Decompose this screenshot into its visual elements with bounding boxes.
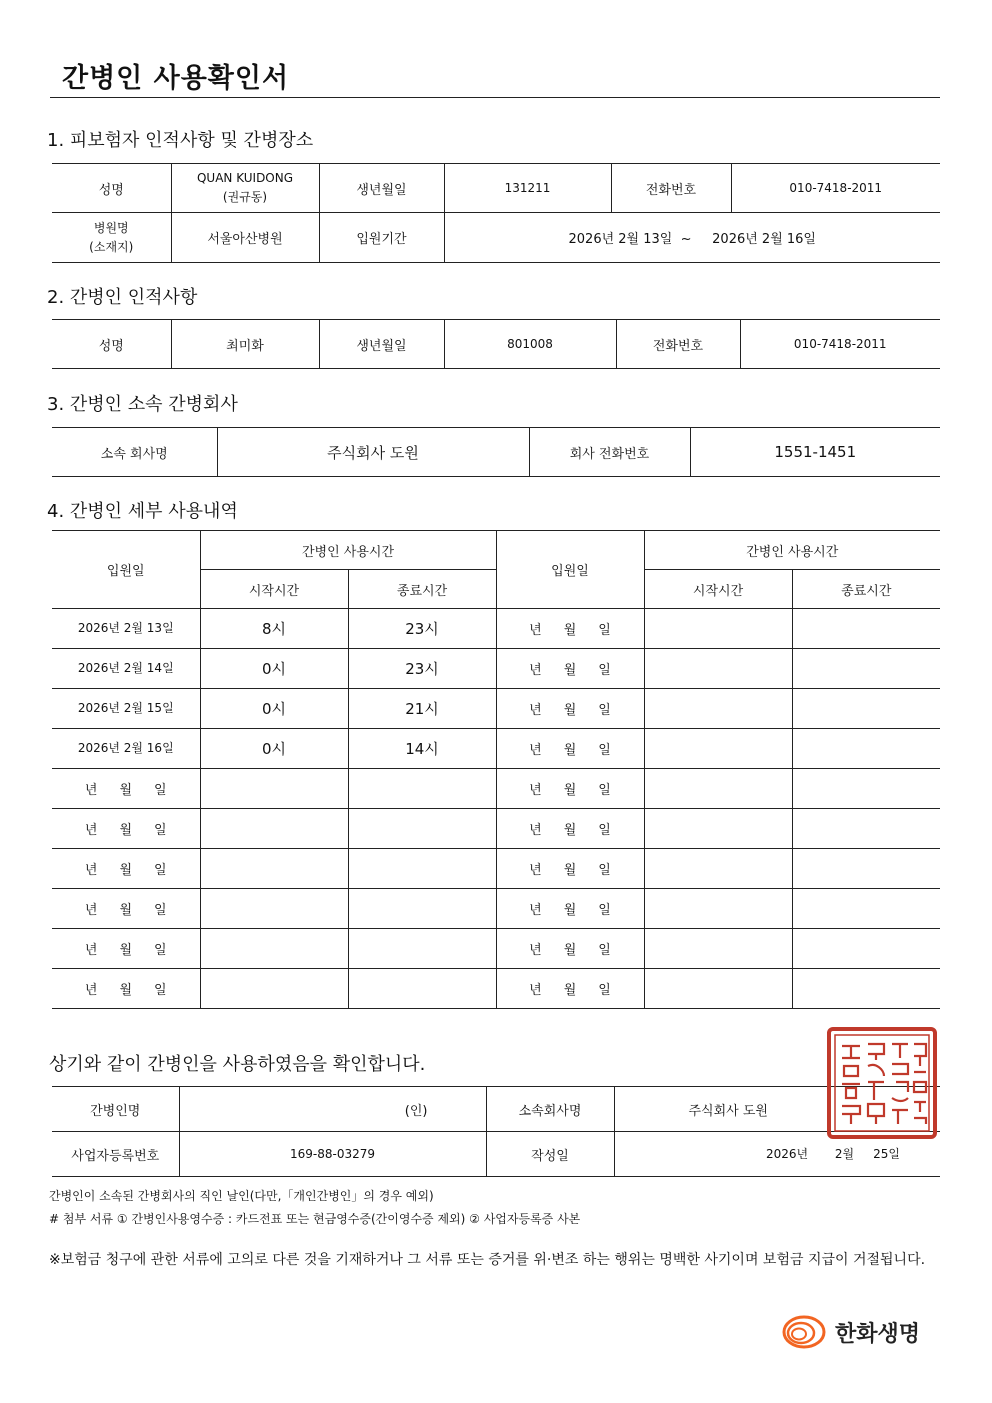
year-mark: 년 <box>529 623 542 638</box>
usage-end: 21시 <box>348 689 496 729</box>
patient-birth: 131211 <box>444 164 611 213</box>
usage-end: 23시 <box>348 609 496 649</box>
usage-start-blank <box>200 929 348 969</box>
month-mark: 월 <box>119 823 133 838</box>
registration-label: 사업자등록번호 <box>52 1132 179 1177</box>
usage-date: 2026년 2월 15일 <box>52 689 200 729</box>
usage-date-blank <box>52 849 200 889</box>
usage-row <box>52 809 940 849</box>
usage-date-right <box>496 889 644 929</box>
usage-end-right <box>792 929 940 969</box>
usage-date-right <box>496 609 644 649</box>
usage-end-right <box>792 689 940 729</box>
usage-start-right <box>644 689 792 729</box>
company-table <box>52 427 940 477</box>
month-mark: 월 <box>563 743 577 758</box>
usage-rows <box>52 609 940 1009</box>
patient-birth-label: 생년월일 <box>319 164 444 213</box>
caregiver-phone: 010-7418-2011 <box>740 320 940 369</box>
usage-start-right <box>644 729 792 769</box>
usage-row <box>52 929 940 969</box>
day-mark: 일 <box>598 703 611 718</box>
usage-table <box>52 530 940 1009</box>
usage-end-right <box>792 889 940 929</box>
date-placeholder <box>52 779 200 798</box>
usage-row <box>52 889 940 929</box>
usage-row <box>52 849 940 889</box>
usage-start-right <box>644 769 792 809</box>
caregiver-birth-label: 생년월일 <box>319 320 444 369</box>
usage-row <box>52 649 940 689</box>
usage-start-blank <box>200 889 348 929</box>
year-mark: 년 <box>529 983 542 998</box>
usage-start-right <box>644 929 792 969</box>
usage-row <box>52 969 940 1009</box>
usage-start-right <box>644 609 792 649</box>
usage-end-right <box>792 609 940 649</box>
hanwha-logo-icon <box>779 1309 829 1355</box>
patient-name-en: QUAN KUIDONG <box>196 171 294 185</box>
month-mark: 월 <box>119 903 133 918</box>
month-mark: 월 <box>119 783 133 798</box>
date-placeholder <box>497 619 644 638</box>
year-mark: 년 <box>84 783 98 798</box>
usage-start-blank <box>200 969 348 1009</box>
date-placeholder <box>497 939 644 958</box>
usage-date: 2026년 2월 16일 <box>52 729 200 769</box>
usage-date-header-2: 입원일 <box>496 531 644 609</box>
usage-end-blank <box>348 849 496 889</box>
company-phone: 1551-1451 <box>690 428 940 477</box>
date-placeholder <box>52 979 200 998</box>
section-4-heading: 4. 간병인 세부 사용내역 <box>47 501 238 522</box>
date-placeholder <box>497 739 644 758</box>
hospital-name: 서울아산병원 <box>171 213 319 263</box>
usage-end-blank <box>348 929 496 969</box>
patient-phone: 010-7418-2011 <box>731 164 940 213</box>
company-name: 주식회사 도원 <box>217 428 529 477</box>
date-placeholder <box>497 979 644 998</box>
usage-start-blank <box>200 849 348 889</box>
date-placeholder <box>52 939 200 958</box>
month-mark: 월 <box>119 863 133 878</box>
usage-date-right <box>496 689 644 729</box>
day-mark: 일 <box>598 663 611 678</box>
patient-name-label: 성명 <box>52 164 171 213</box>
date-placeholder <box>497 819 644 838</box>
year-mark: 년 <box>84 823 98 838</box>
usage-start: 0시 <box>200 729 348 769</box>
note-attachments: # 첨부 서류 ① 간병인사용영수증 : 카드전표 또는 현금영수증(간이영수증 제외) ② 사업자등록증 사본 <box>49 1212 581 1226</box>
year-mark: 년 <box>529 903 542 918</box>
patient-name <box>171 164 319 213</box>
month-mark: 월 <box>563 783 577 798</box>
usage-start-right <box>644 969 792 1009</box>
month-mark: 월 <box>563 903 577 918</box>
year-mark: 년 <box>84 983 98 998</box>
hanwha-life-logo <box>779 1309 939 1355</box>
day-mark: 일 <box>154 823 167 838</box>
month-mark: 월 <box>119 943 133 958</box>
patient-table <box>52 163 940 263</box>
usage-date-blank <box>52 969 200 1009</box>
written-date-label: 작성일 <box>486 1132 614 1177</box>
patient-name-ko: (권규동) <box>222 190 268 204</box>
day-mark: 일 <box>598 863 611 878</box>
date-placeholder <box>497 659 644 678</box>
usage-end-right <box>792 769 940 809</box>
usage-end-right <box>792 849 940 889</box>
usage-date-right <box>496 729 644 769</box>
usage-start-right <box>644 809 792 849</box>
usage-start-blank <box>200 809 348 849</box>
date-placeholder <box>497 699 644 718</box>
month-mark: 월 <box>563 823 577 838</box>
year-mark: 년 <box>84 863 98 878</box>
month-mark: 월 <box>563 943 577 958</box>
day-mark: 일 <box>154 783 167 798</box>
usage-end-right <box>792 729 940 769</box>
date-placeholder <box>497 779 644 798</box>
section-1-heading: 1. 피보험자 인적사항 및 간병장소 <box>47 130 314 151</box>
registration-number: 169-88-03279 <box>179 1132 486 1177</box>
usage-end: 14시 <box>348 729 496 769</box>
usage-date-header: 입원일 <box>52 531 200 609</box>
month-mark: 월 <box>563 983 577 998</box>
note-seal: 간병인이 소속된 간병회사의 직인 날인(다만,「개인간병인」의 경우 예외) <box>49 1189 434 1203</box>
usage-end-blank <box>348 889 496 929</box>
end-header-2: 종료시간 <box>792 570 940 609</box>
usage-date-blank <box>52 889 200 929</box>
day-mark: 일 <box>598 823 611 838</box>
date-placeholder <box>497 899 644 918</box>
logo-text: 한화생명 <box>835 1321 921 1347</box>
year-mark: 년 <box>529 943 542 958</box>
section-2-heading: 2. 간병인 인적사항 <box>47 287 198 308</box>
usage-date-right <box>496 969 644 1009</box>
patient-phone-label: 전화번호 <box>611 164 731 213</box>
usage-date-blank <box>52 929 200 969</box>
usage-date-right <box>496 649 644 689</box>
day-mark: 일 <box>154 983 167 998</box>
end-header: 종료시간 <box>348 570 496 609</box>
caregiver-name: 최미화 <box>171 320 319 369</box>
usage-time-header-2: 간병인 사용시간 <box>644 531 940 570</box>
company-seal-stamp <box>826 1026 938 1140</box>
month-mark: 월 <box>563 663 577 678</box>
usage-end-right <box>792 649 940 689</box>
usage-row <box>52 729 940 769</box>
year-mark: 년 <box>529 863 542 878</box>
hospital-label-sub: (소재지) <box>89 239 134 254</box>
caregiver-phone-label: 전화번호 <box>616 320 740 369</box>
date-placeholder <box>52 819 200 838</box>
caregiver-table <box>52 319 940 369</box>
usage-end-right <box>792 969 940 1009</box>
usage-date-right <box>496 809 644 849</box>
seal-mark: (인) <box>179 1087 486 1132</box>
company-sign-label: 소속회사명 <box>486 1087 614 1132</box>
year-mark: 년 <box>529 743 542 758</box>
date-placeholder <box>52 859 200 878</box>
caregiver-sign-label: 간병인명 <box>52 1087 179 1132</box>
year-mark: 년 <box>529 783 542 798</box>
fraud-warning: ※보험금 청구에 관한 서류에 고의로 다른 것을 기재하거나 그 서류 또는 증거를 위·변조 하는 행위는 명백한 사기이며 보험금 지급이 거절됩니다. <box>49 1252 926 1268</box>
usage-start: 0시 <box>200 689 348 729</box>
usage-end-blank <box>348 769 496 809</box>
usage-start-blank <box>200 769 348 809</box>
admission-period: 2026년 2월 13일 ~ 2026년 2월 16일 <box>444 213 940 263</box>
day-mark: 일 <box>598 623 611 638</box>
usage-row <box>52 769 940 809</box>
year-mark: 년 <box>529 663 542 678</box>
written-date: 2026년 2월 25일 <box>614 1132 940 1177</box>
year-mark: 년 <box>529 823 542 838</box>
day-mark: 일 <box>154 903 167 918</box>
usage-date-right <box>496 769 644 809</box>
usage-date-right <box>496 929 644 969</box>
usage-start: 0시 <box>200 649 348 689</box>
period-label: 입원기간 <box>319 213 444 263</box>
year-mark: 년 <box>84 943 98 958</box>
usage-date-blank <box>52 769 200 809</box>
company-name-label: 소속 회사명 <box>52 428 217 477</box>
usage-date-blank <box>52 809 200 849</box>
month-mark: 월 <box>563 623 577 638</box>
usage-row <box>52 609 940 649</box>
day-mark: 일 <box>598 783 611 798</box>
company-phone-label: 회사 전화번호 <box>529 428 690 477</box>
month-mark: 월 <box>563 863 577 878</box>
usage-end-blank <box>348 809 496 849</box>
title-divider <box>50 97 940 98</box>
usage-start-right <box>644 649 792 689</box>
day-mark: 일 <box>154 863 167 878</box>
month-mark: 월 <box>563 703 577 718</box>
usage-time-header: 간병인 사용시간 <box>200 531 496 570</box>
usage-date-right <box>496 849 644 889</box>
day-mark: 일 <box>598 743 611 758</box>
day-mark: 일 <box>598 983 611 998</box>
document-title: 간병인 사용확인서 <box>62 63 290 94</box>
year-mark: 년 <box>529 703 542 718</box>
hospital-label-main: 병원명 <box>93 220 129 235</box>
usage-start-right <box>644 889 792 929</box>
date-placeholder <box>52 899 200 918</box>
usage-start-right <box>644 849 792 889</box>
confirmation-table <box>52 1086 940 1177</box>
usage-date: 2026년 2월 14일 <box>52 649 200 689</box>
usage-end-blank <box>348 969 496 1009</box>
usage-end: 23시 <box>348 649 496 689</box>
usage-end-right <box>792 809 940 849</box>
start-header-2: 시작시간 <box>644 570 792 609</box>
section-3-heading: 3. 간병인 소속 간병회사 <box>47 394 238 415</box>
day-mark: 일 <box>598 943 611 958</box>
usage-date: 2026년 2월 13일 <box>52 609 200 649</box>
confirmation-statement: 상기와 같이 간병인을 사용하였음을 확인합니다. <box>49 1054 426 1075</box>
hospital-label <box>52 213 171 263</box>
day-mark: 일 <box>154 943 167 958</box>
month-mark: 월 <box>119 983 133 998</box>
caregiver-birth: 801008 <box>444 320 616 369</box>
usage-start: 8시 <box>200 609 348 649</box>
day-mark: 일 <box>598 903 611 918</box>
start-header: 시작시간 <box>200 570 348 609</box>
caregiver-name-label: 성명 <box>52 320 171 369</box>
year-mark: 년 <box>84 903 98 918</box>
company-sign-name: 주식회사 도원 <box>614 1087 940 1132</box>
usage-row <box>52 689 940 729</box>
date-placeholder <box>497 859 644 878</box>
